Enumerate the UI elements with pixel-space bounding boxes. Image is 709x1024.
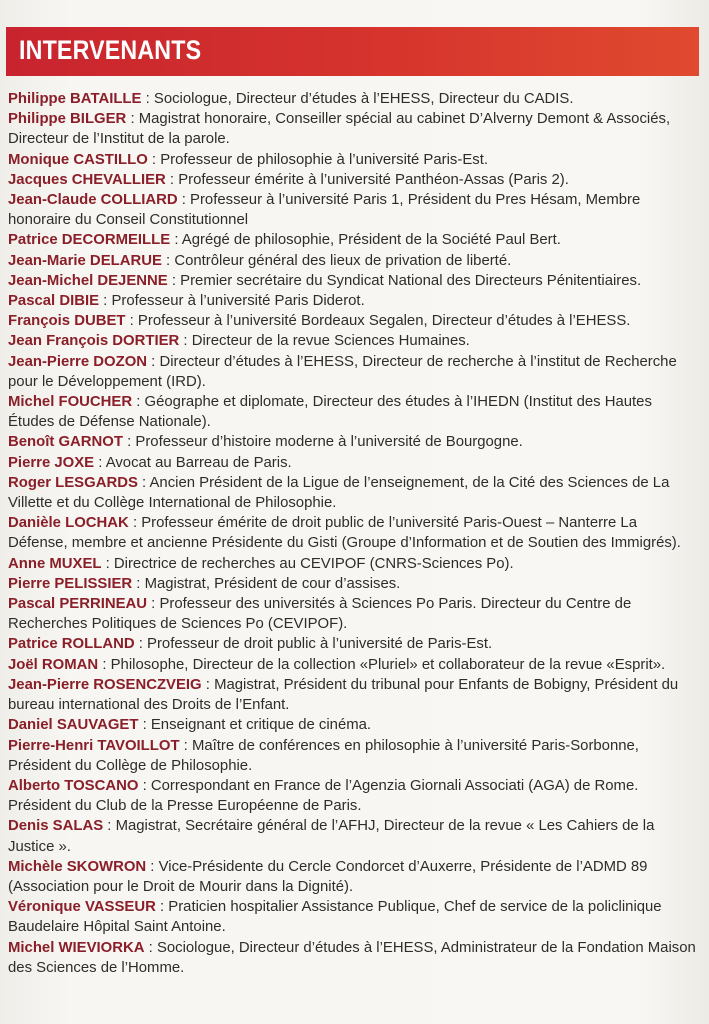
- speaker-name: Jean-Claude COLLIARD: [8, 192, 178, 209]
- speaker-entry: [8, 291, 700, 311]
- speaker-entry: [8, 857, 700, 897]
- speaker-name: Michèle SKOWRON: [8, 858, 147, 875]
- speaker-name: Philippe BILGER: [8, 111, 127, 128]
- name-separator: :: [144, 939, 157, 956]
- speaker-entry: [8, 715, 700, 735]
- speaker-entry: [8, 271, 700, 291]
- speaker-description: Professeur à l’université Paris Diderot.: [111, 293, 365, 310]
- speaker-entry: [8, 594, 700, 634]
- speaker-entry: [8, 170, 700, 190]
- speaker-entry: [8, 897, 700, 937]
- speaker-entry: [8, 736, 700, 776]
- speaker-description: Ancien Président de la Ligue de l’enseignement, de la Cité des Sciences de La Villette et du Collège International de Philosophie.: [8, 474, 670, 512]
- speaker-description: Agrégé de philosophie, Président de la Société Paul Bert.: [181, 232, 561, 249]
- speaker-description: Professeur émérite de droit public de l’université Paris-Ouest – Nanterre La Défense, membre et ancienne Présidente du Gisti (Groupe d’Information et de Soutien des Immigrés).: [8, 515, 681, 552]
- section-title: INTERVENANTS: [19, 35, 202, 65]
- speaker-entry: [8, 89, 700, 109]
- name-separator: :: [167, 272, 181, 289]
- name-separator: :: [132, 394, 145, 411]
- name-separator: :: [128, 515, 142, 532]
- speaker-entry: [8, 230, 700, 250]
- speaker-name: Joël ROMAN: [8, 656, 99, 673]
- speaker-description: Praticien hospitalier Assistance Publique, Chef de service de la policlinique Baudelaire Hôpital Saint Antoine.: [8, 899, 662, 936]
- name-separator: :: [201, 676, 215, 693]
- speaker-name: Michel WIEVIORKA: [8, 939, 145, 956]
- name-separator: :: [161, 252, 175, 269]
- speaker-name: Monique CASTILLO: [8, 151, 148, 168]
- speaker-entry: [8, 816, 700, 856]
- speaker-name: Jean-Pierre ROSENCZVEIG: [8, 676, 202, 693]
- speaker-entry: [8, 675, 700, 715]
- name-separator: :: [99, 293, 112, 310]
- name-separator: :: [125, 313, 138, 330]
- speaker-entry: [8, 473, 700, 513]
- speaker-entry: [8, 513, 700, 553]
- name-separator: :: [122, 434, 136, 451]
- speaker-entry: [8, 938, 700, 978]
- name-separator: :: [170, 232, 182, 249]
- speaker-description: Premier secrétaire du Syndicat National des Directeurs Pénitentiaires.: [180, 272, 642, 289]
- name-separator: :: [132, 575, 145, 592]
- speaker-entry: [8, 554, 700, 574]
- speaker-entry: [8, 311, 700, 331]
- name-separator: :: [155, 899, 169, 916]
- speaker-description: Sociologue, Directeur d’études à l’EHESS, Directeur du CADIS.: [153, 91, 574, 107]
- name-separator: :: [138, 777, 151, 794]
- speaker-description: Professeur à l’université Paris 1, Président du Pres Hésam, Membre honoraire du Conseil Constitutionnel: [8, 192, 641, 229]
- speaker-name: Alberto TOSCANO: [8, 777, 139, 794]
- speaker-entry: [8, 453, 700, 473]
- speaker-name: Jacques CHEVALLIER: [8, 171, 166, 188]
- speaker-description: Sociologue, Directeur d’études à l’EHESS, Administrateur de la Fondation Maison des Sciences de l’Homme.: [8, 939, 696, 976]
- speaker-entry: [8, 331, 700, 351]
- speaker-name: Jean-Marie DELARUE: [8, 252, 162, 269]
- name-separator: :: [134, 636, 148, 653]
- name-separator: :: [98, 656, 111, 673]
- speaker-name: Patrice DECORMEILLE: [8, 232, 171, 249]
- name-separator: :: [177, 192, 191, 209]
- speaker-name: Pierre-Henri TAVOILLOT: [8, 737, 180, 754]
- speaker-entry: [8, 776, 700, 816]
- speaker-description: Magistrat, Secrétaire général de l’AFHJ, Directeur de la revue « Les Cahiers de la Justice ».: [8, 818, 655, 855]
- speaker-description: Maître de conférences en philosophie à l’université Paris-Sorbonne, Président du Collège de Philosophie.: [8, 737, 639, 774]
- speaker-name: Pascal DIBIE: [8, 293, 100, 310]
- name-separator: :: [137, 474, 150, 491]
- speaker-description: Enseignant et critique de cinéma.: [150, 717, 372, 734]
- speaker-entry: [8, 109, 700, 149]
- speaker-name: Pierre JOXE: [8, 454, 95, 471]
- speakers-list: [8, 89, 700, 978]
- speaker-name: Jean François DORTIER: [8, 333, 180, 350]
- speaker-entry: [8, 432, 700, 452]
- speaker-entry: [8, 352, 700, 392]
- speaker-description: Magistrat, Président du tribunal pour Enfants de Bobigny, Président du bureau international des Droits de l’Enfant.: [8, 676, 679, 714]
- speaker-description: Correspondant en France de l’Agenzia Giornali Associati (AGA) de Rome. Président du Club de la Presse Européenne de Paris.: [8, 777, 639, 815]
- speaker-entry: [8, 574, 700, 594]
- speaker-name: Denis SALAS: [8, 818, 104, 835]
- speaker-name: François DUBET: [8, 313, 126, 330]
- speaker-entry: [8, 251, 700, 271]
- name-separator: :: [94, 454, 106, 471]
- speaker-description: Professeur d’histoire moderne à l’université de Bourgogne.: [135, 434, 523, 451]
- speaker-description: Vice-Présidente du Cercle Condorcet d’Auxerre, Présidente de l’ADMD 89 (Association pour le Droit de Mourir dans la Dignité).: [8, 858, 648, 895]
- speaker-name: Véronique VASSEUR: [8, 899, 156, 916]
- name-separator: :: [147, 596, 160, 613]
- name-separator: :: [179, 737, 192, 754]
- speaker-name: Philippe BATAILLE: [8, 91, 142, 107]
- speaker-name: Roger LESGARDS: [8, 474, 138, 491]
- name-separator: :: [147, 151, 161, 168]
- speaker-description: Professeur de droit public à l’université de Paris-Est.: [147, 636, 493, 653]
- speaker-name: Anne MUXEL: [8, 555, 102, 572]
- speaker-name: Pierre PELISSIER: [8, 575, 133, 592]
- name-separator: :: [165, 171, 179, 188]
- speaker-name: Patrice ROLLAND: [8, 636, 135, 653]
- speaker-name: Michel FOUCHER: [8, 394, 133, 411]
- name-separator: :: [138, 717, 151, 734]
- speaker-description: Directrice de recherches au CEVIPOF (CNRS-Sciences Po).: [113, 555, 514, 572]
- speaker-name: Pascal PERRINEAU: [8, 596, 148, 613]
- speaker-description: Directeur d’études à l’EHESS, Directeur de recherche à l’institut de Recherche pour le Développement (IRD).: [8, 353, 677, 390]
- speaker-description: Professeur à l’université Bordeaux Segalen, Directeur d’études à l’EHESS.: [137, 313, 631, 330]
- name-separator: :: [126, 111, 139, 128]
- name-separator: :: [147, 353, 160, 370]
- speaker-description: Magistrat honoraire, Conseiller spécial au cabinet D’Alverny Demont & Associés, Directeur de l’Institut de la parole.: [8, 111, 671, 148]
- name-separator: :: [146, 858, 159, 875]
- speaker-entry: [8, 190, 700, 230]
- speaker-name: Jean-Pierre DOZON: [8, 353, 148, 370]
- speaker-description: Magistrat, Président de cour d’assises.: [144, 575, 401, 592]
- speaker-description: Directeur de la revue Sciences Humaines.: [191, 333, 470, 350]
- speaker-description: Professeur de philosophie à l’université Paris-Est.: [160, 151, 488, 168]
- speaker-description: Professeur émérite à l’université Panthéon-Assas (Paris 2).: [178, 171, 569, 188]
- speaker-description: Professeur des universités à Sciences Po Paris. Directeur du Centre de Recherches Politiques de Sciences Po (CEVIPOF).: [8, 596, 632, 633]
- speaker-name: Daniel SAUVAGET: [8, 717, 139, 734]
- speaker-entry: [8, 655, 700, 675]
- speaker-name: Jean-Michel DEJENNE: [8, 272, 168, 289]
- speaker-entry: [8, 150, 700, 170]
- speaker-description: Géographe et diplomate, Directeur des études à l’IHEDN (Institut des Hautes Études de Défense Nationale).: [8, 394, 652, 431]
- speaker-entry: [8, 392, 700, 432]
- speaker-name: Danièle LOCHAK: [8, 515, 129, 532]
- name-separator: :: [141, 91, 154, 107]
- name-separator: :: [179, 333, 192, 350]
- section-header-banner: [6, 27, 699, 76]
- name-separator: :: [101, 555, 114, 572]
- speaker-description: Philosophe, Directeur de la collection «Pluriel» et collaborateur de la revue «Esprit».: [110, 656, 666, 673]
- speaker-entry: [8, 634, 700, 654]
- name-separator: :: [103, 818, 116, 835]
- speaker-description: Contrôleur général des lieux de privation de liberté.: [174, 252, 512, 269]
- speaker-description: Avocat au Barreau de Paris.: [105, 454, 292, 471]
- speaker-name: Benoît GARNOT: [8, 434, 123, 451]
